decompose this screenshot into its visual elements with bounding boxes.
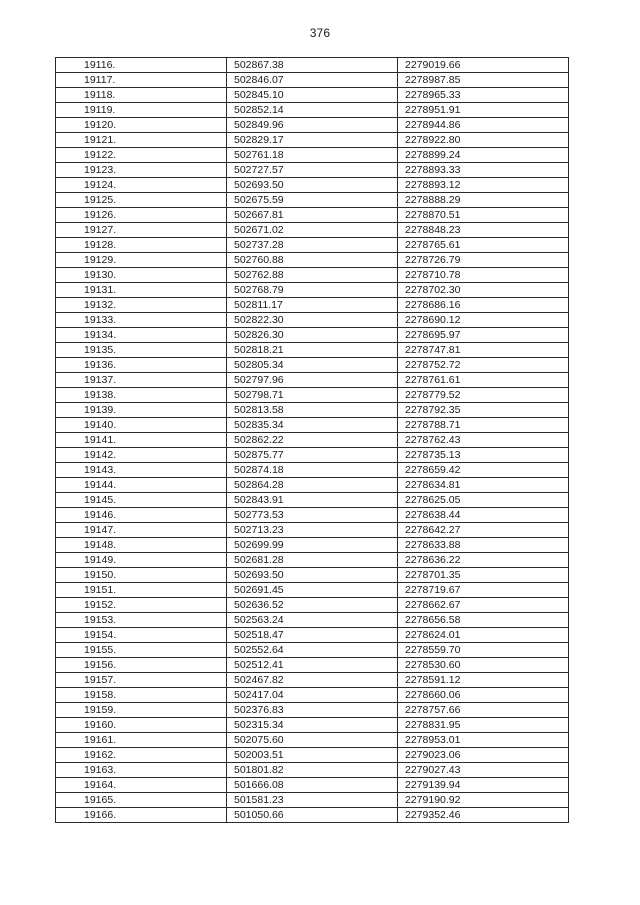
table-row — [56, 493, 569, 508]
x-coordinate-cell: 502691.45 — [227, 583, 398, 598]
point-number-cell: 19130. — [56, 268, 227, 283]
y-coordinate-cell: 2278719.67 — [398, 583, 569, 598]
table-row — [56, 463, 569, 478]
y-coordinate-cell: 2278965.33 — [398, 88, 569, 103]
y-coordinate-cell: 2278701.35 — [398, 568, 569, 583]
point-number-cell: 19142. — [56, 448, 227, 463]
x-coordinate-cell: 502761.18 — [227, 148, 398, 163]
x-coordinate-cell: 502003.51 — [227, 748, 398, 763]
x-coordinate-cell: 502512.41 — [227, 658, 398, 673]
y-coordinate-cell: 2279019.66 — [398, 58, 569, 73]
x-coordinate-cell: 502376.83 — [227, 703, 398, 718]
x-coordinate-cell: 501801.82 — [227, 763, 398, 778]
x-coordinate-cell: 502713.23 — [227, 523, 398, 538]
point-number-cell: 19139. — [56, 403, 227, 418]
y-coordinate-cell: 2278888.29 — [398, 193, 569, 208]
point-number-cell: 19127. — [56, 223, 227, 238]
point-number-cell: 19154. — [56, 628, 227, 643]
table-row — [56, 748, 569, 763]
table-row — [56, 433, 569, 448]
x-coordinate-cell: 502727.57 — [227, 163, 398, 178]
y-coordinate-cell: 2278686.16 — [398, 298, 569, 313]
table-row — [56, 193, 569, 208]
x-coordinate-cell: 502797.96 — [227, 373, 398, 388]
x-coordinate-cell: 502467.82 — [227, 673, 398, 688]
point-number-cell: 19133. — [56, 313, 227, 328]
table-row — [56, 793, 569, 808]
x-coordinate-cell: 502675.59 — [227, 193, 398, 208]
y-coordinate-cell: 2278779.52 — [398, 388, 569, 403]
y-coordinate-cell: 2279139.94 — [398, 778, 569, 793]
table-row — [56, 598, 569, 613]
table-row — [56, 478, 569, 493]
x-coordinate-cell: 502849.96 — [227, 118, 398, 133]
table-row — [56, 133, 569, 148]
point-number-cell: 19134. — [56, 328, 227, 343]
point-number-cell: 19146. — [56, 508, 227, 523]
x-coordinate-cell: 502829.17 — [227, 133, 398, 148]
table-row — [56, 628, 569, 643]
x-coordinate-cell: 502798.71 — [227, 388, 398, 403]
coordinates-table-body — [56, 58, 569, 823]
point-number-cell: 19117. — [56, 73, 227, 88]
table-row — [56, 418, 569, 433]
table-row — [56, 703, 569, 718]
y-coordinate-cell: 2278747.81 — [398, 343, 569, 358]
x-coordinate-cell: 502852.14 — [227, 103, 398, 118]
x-coordinate-cell: 502671.02 — [227, 223, 398, 238]
x-coordinate-cell: 502773.53 — [227, 508, 398, 523]
y-coordinate-cell: 2278944.86 — [398, 118, 569, 133]
y-coordinate-cell: 2278848.23 — [398, 223, 569, 238]
point-number-cell: 19131. — [56, 283, 227, 298]
point-number-cell: 19155. — [56, 643, 227, 658]
y-coordinate-cell: 2278702.30 — [398, 283, 569, 298]
table-row — [56, 523, 569, 538]
table-row — [56, 268, 569, 283]
y-coordinate-cell: 2278893.12 — [398, 178, 569, 193]
table-row — [56, 88, 569, 103]
table-row — [56, 613, 569, 628]
x-coordinate-cell: 502845.10 — [227, 88, 398, 103]
table-row — [56, 328, 569, 343]
table-row — [56, 163, 569, 178]
x-coordinate-cell: 502075.60 — [227, 733, 398, 748]
table-row — [56, 373, 569, 388]
x-coordinate-cell: 502864.28 — [227, 478, 398, 493]
y-coordinate-cell: 2278757.66 — [398, 703, 569, 718]
x-coordinate-cell: 502681.28 — [227, 553, 398, 568]
table-row — [56, 643, 569, 658]
y-coordinate-cell: 2278642.27 — [398, 523, 569, 538]
y-coordinate-cell: 2278660.06 — [398, 688, 569, 703]
y-coordinate-cell: 2279027.43 — [398, 763, 569, 778]
x-coordinate-cell: 502811.17 — [227, 298, 398, 313]
x-coordinate-cell: 502693.50 — [227, 178, 398, 193]
x-coordinate-cell: 502843.91 — [227, 493, 398, 508]
y-coordinate-cell: 2278690.12 — [398, 313, 569, 328]
point-number-cell: 19164. — [56, 778, 227, 793]
table-row — [56, 148, 569, 163]
y-coordinate-cell: 2278591.12 — [398, 673, 569, 688]
point-number-cell: 19159. — [56, 703, 227, 718]
point-number-cell: 19161. — [56, 733, 227, 748]
x-coordinate-cell: 502737.28 — [227, 238, 398, 253]
point-number-cell: 19145. — [56, 493, 227, 508]
point-number-cell: 19120. — [56, 118, 227, 133]
x-coordinate-cell: 502846.07 — [227, 73, 398, 88]
y-coordinate-cell: 2279023.06 — [398, 748, 569, 763]
x-coordinate-cell: 502636.52 — [227, 598, 398, 613]
x-coordinate-cell: 502875.77 — [227, 448, 398, 463]
table-row — [56, 568, 569, 583]
point-number-cell: 19118. — [56, 88, 227, 103]
point-number-cell: 19151. — [56, 583, 227, 598]
table-row — [56, 808, 569, 823]
x-coordinate-cell: 502315.34 — [227, 718, 398, 733]
y-coordinate-cell: 2278636.22 — [398, 553, 569, 568]
table-row — [56, 553, 569, 568]
table-row — [56, 118, 569, 133]
table-row — [56, 538, 569, 553]
x-coordinate-cell: 501666.08 — [227, 778, 398, 793]
table-row — [56, 403, 569, 418]
x-coordinate-cell: 502667.81 — [227, 208, 398, 223]
point-number-cell: 19165. — [56, 793, 227, 808]
y-coordinate-cell: 2278831.95 — [398, 718, 569, 733]
y-coordinate-cell: 2278922.80 — [398, 133, 569, 148]
point-number-cell: 19150. — [56, 568, 227, 583]
point-number-cell: 19156. — [56, 658, 227, 673]
y-coordinate-cell: 2278788.71 — [398, 418, 569, 433]
x-coordinate-cell: 502822.30 — [227, 313, 398, 328]
table-row — [56, 658, 569, 673]
y-coordinate-cell: 2278899.24 — [398, 148, 569, 163]
point-number-cell: 19141. — [56, 433, 227, 448]
y-coordinate-cell: 2278633.88 — [398, 538, 569, 553]
table-row — [56, 508, 569, 523]
point-number-cell: 19129. — [56, 253, 227, 268]
y-coordinate-cell: 2278762.43 — [398, 433, 569, 448]
table-row — [56, 448, 569, 463]
point-number-cell: 19126. — [56, 208, 227, 223]
x-coordinate-cell: 502518.47 — [227, 628, 398, 643]
point-number-cell: 19158. — [56, 688, 227, 703]
point-number-cell: 19135. — [56, 343, 227, 358]
page-number: 376 — [309, 26, 331, 40]
point-number-cell: 19144. — [56, 478, 227, 493]
point-number-cell: 19124. — [56, 178, 227, 193]
y-coordinate-cell: 2278893.33 — [398, 163, 569, 178]
y-coordinate-cell: 2278987.85 — [398, 73, 569, 88]
coordinates-table — [55, 57, 569, 823]
y-coordinate-cell: 2278656.58 — [398, 613, 569, 628]
point-number-cell: 19153. — [56, 613, 227, 628]
y-coordinate-cell: 2278695.97 — [398, 328, 569, 343]
point-number-cell: 19132. — [56, 298, 227, 313]
table-row — [56, 388, 569, 403]
y-coordinate-cell: 2278735.13 — [398, 448, 569, 463]
point-number-cell: 19121. — [56, 133, 227, 148]
x-coordinate-cell: 502867.38 — [227, 58, 398, 73]
y-coordinate-cell: 2278624.01 — [398, 628, 569, 643]
y-coordinate-cell: 2279190.92 — [398, 793, 569, 808]
x-coordinate-cell: 502805.34 — [227, 358, 398, 373]
x-coordinate-cell: 502862.22 — [227, 433, 398, 448]
x-coordinate-cell: 502417.04 — [227, 688, 398, 703]
point-number-cell: 19116. — [56, 58, 227, 73]
table-row — [56, 283, 569, 298]
point-number-cell: 19157. — [56, 673, 227, 688]
table-row — [56, 733, 569, 748]
point-number-cell: 19122. — [56, 148, 227, 163]
point-number-cell: 19166. — [56, 808, 227, 823]
table-row — [56, 178, 569, 193]
point-number-cell: 19128. — [56, 238, 227, 253]
table-row — [56, 73, 569, 88]
x-coordinate-cell: 502768.79 — [227, 283, 398, 298]
table-row — [56, 718, 569, 733]
table-row — [56, 253, 569, 268]
table-row — [56, 103, 569, 118]
y-coordinate-cell: 2278638.44 — [398, 508, 569, 523]
y-coordinate-cell: 2278530.60 — [398, 658, 569, 673]
x-coordinate-cell: 502693.50 — [227, 568, 398, 583]
y-coordinate-cell: 2278951.91 — [398, 103, 569, 118]
point-number-cell: 19152. — [56, 598, 227, 613]
point-number-cell: 19143. — [56, 463, 227, 478]
x-coordinate-cell: 502874.18 — [227, 463, 398, 478]
x-coordinate-cell: 502826.30 — [227, 328, 398, 343]
table-row — [56, 358, 569, 373]
x-coordinate-cell: 502835.34 — [227, 418, 398, 433]
table-row — [56, 298, 569, 313]
table-row — [56, 778, 569, 793]
y-coordinate-cell: 2278726.79 — [398, 253, 569, 268]
x-coordinate-cell: 502813.58 — [227, 403, 398, 418]
point-number-cell: 19147. — [56, 523, 227, 538]
point-number-cell: 19136. — [56, 358, 227, 373]
table-row — [56, 583, 569, 598]
table-row — [56, 58, 569, 73]
y-coordinate-cell: 2278761.61 — [398, 373, 569, 388]
table-row — [56, 688, 569, 703]
point-number-cell: 19148. — [56, 538, 227, 553]
point-number-cell: 19162. — [56, 748, 227, 763]
table-row — [56, 223, 569, 238]
point-number-cell: 19160. — [56, 718, 227, 733]
y-coordinate-cell: 2278792.35 — [398, 403, 569, 418]
y-coordinate-cell: 2278953.01 — [398, 733, 569, 748]
x-coordinate-cell: 501050.66 — [227, 808, 398, 823]
y-coordinate-cell: 2278634.81 — [398, 478, 569, 493]
point-number-cell: 19137. — [56, 373, 227, 388]
y-coordinate-cell: 2278662.67 — [398, 598, 569, 613]
y-coordinate-cell: 2279352.46 — [398, 808, 569, 823]
point-number-cell: 19123. — [56, 163, 227, 178]
point-number-cell: 19119. — [56, 103, 227, 118]
y-coordinate-cell: 2278870.51 — [398, 208, 569, 223]
table-row — [56, 763, 569, 778]
x-coordinate-cell: 502760.88 — [227, 253, 398, 268]
y-coordinate-cell: 2278765.61 — [398, 238, 569, 253]
x-coordinate-cell: 502563.24 — [227, 613, 398, 628]
table-row — [56, 238, 569, 253]
point-number-cell: 19138. — [56, 388, 227, 403]
point-number-cell: 19125. — [56, 193, 227, 208]
y-coordinate-cell: 2278559.70 — [398, 643, 569, 658]
y-coordinate-cell: 2278752.72 — [398, 358, 569, 373]
table-row — [56, 208, 569, 223]
point-number-cell: 19149. — [56, 553, 227, 568]
table-row — [56, 673, 569, 688]
x-coordinate-cell: 502762.88 — [227, 268, 398, 283]
x-coordinate-cell: 502552.64 — [227, 643, 398, 658]
table-row — [56, 343, 569, 358]
table-row — [56, 313, 569, 328]
y-coordinate-cell: 2278625.05 — [398, 493, 569, 508]
y-coordinate-cell: 2278710.78 — [398, 268, 569, 283]
x-coordinate-cell: 502818.21 — [227, 343, 398, 358]
x-coordinate-cell: 502699.99 — [227, 538, 398, 553]
x-coordinate-cell: 501581.23 — [227, 793, 398, 808]
y-coordinate-cell: 2278659.42 — [398, 463, 569, 478]
point-number-cell: 19163. — [56, 763, 227, 778]
point-number-cell: 19140. — [56, 418, 227, 433]
